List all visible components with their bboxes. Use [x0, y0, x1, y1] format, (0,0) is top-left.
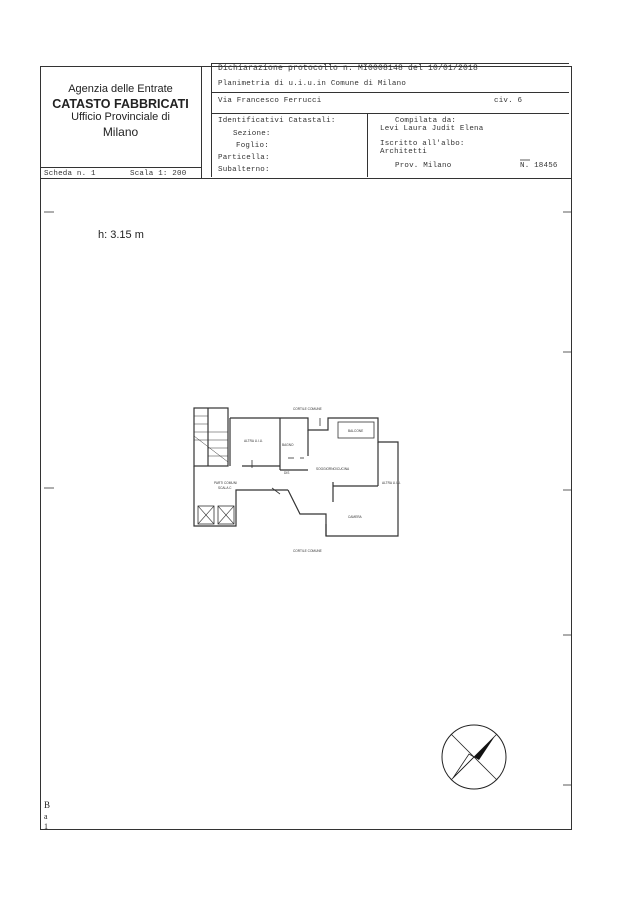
margin-mark-2: a [44, 812, 48, 821]
right-box-left [211, 63, 212, 177]
planimetria-line: Planimetria di u.i.u.in Comune di Milano [218, 80, 407, 88]
office-city: Milano [102, 125, 139, 139]
compilata-label: Compilata da: [395, 117, 457, 125]
street-address: Via Francesco Ferrucci [218, 97, 322, 105]
margin-mark-1: B [44, 800, 51, 810]
right-box-divider-2 [211, 113, 569, 114]
particella-label: Particella: [218, 154, 270, 162]
agency-name: Agenzia delle Entrate [68, 83, 173, 95]
floor-plan [188, 402, 418, 552]
label-balcone: BALCONE [348, 429, 364, 433]
province: Prov. Milano [395, 162, 452, 170]
stair-block [194, 408, 228, 466]
subalterno-label: Subalterno: [218, 166, 270, 174]
protocol-line: Dichiarazione protocollo n. MI0008148 del 10/01/2018 [218, 64, 479, 73]
frame-bottom [40, 829, 572, 830]
margin-mark-3: 1 [44, 822, 48, 831]
sezione-label: Sezione: [233, 130, 271, 138]
scheda-number: Scheda n. 1 [44, 170, 96, 178]
compilata-name: Levi Laura Judit Elena [380, 125, 484, 133]
frame-left [40, 66, 41, 830]
label-altra-uiu-right: ALTRA U.I.U. [382, 481, 401, 485]
label-soggiorno: SOGGIORNO/CUCINA [316, 467, 350, 471]
north-arrow-icon [439, 722, 509, 792]
vertical-divider [201, 66, 202, 179]
label-altra-uiu-left: ALTRA U.I.U. [244, 439, 263, 443]
registration-number: N. 18456 [520, 162, 558, 170]
label-scala-c: SCALA C [218, 486, 232, 490]
left-block-separator [40, 167, 201, 168]
label-cortile-top: CORTILE COMUNE [293, 407, 322, 411]
label-dis: DIS [284, 471, 290, 475]
right-box-divider-1 [211, 92, 569, 93]
frame-right [571, 66, 572, 830]
label-bagno: BAGNO [282, 443, 294, 447]
iscritto-value: Architetti [380, 148, 428, 156]
right-box-column-divider [367, 113, 368, 177]
catasto-title: CATASTO FABBRICATI [52, 97, 189, 111]
label-parti-comuni: PARTI COMUNI [214, 481, 237, 485]
header-separator [40, 178, 572, 179]
iscritto-label: Iscritto all'albo: [380, 140, 465, 148]
office-name: Ufficio Provinciale di [71, 111, 170, 123]
height-note: h: 3.15 m [98, 229, 144, 241]
identificativi-label: Identificativi Catastali: [218, 117, 336, 125]
label-camera: CAMERA [348, 515, 362, 519]
civic-number: civ. 6 [494, 97, 523, 105]
foglio-label: Foglio: [236, 142, 269, 150]
scala-value: Scala 1: 200 [130, 170, 187, 178]
label-cortile-bottom: CORTILE COMUNE [293, 549, 322, 552]
